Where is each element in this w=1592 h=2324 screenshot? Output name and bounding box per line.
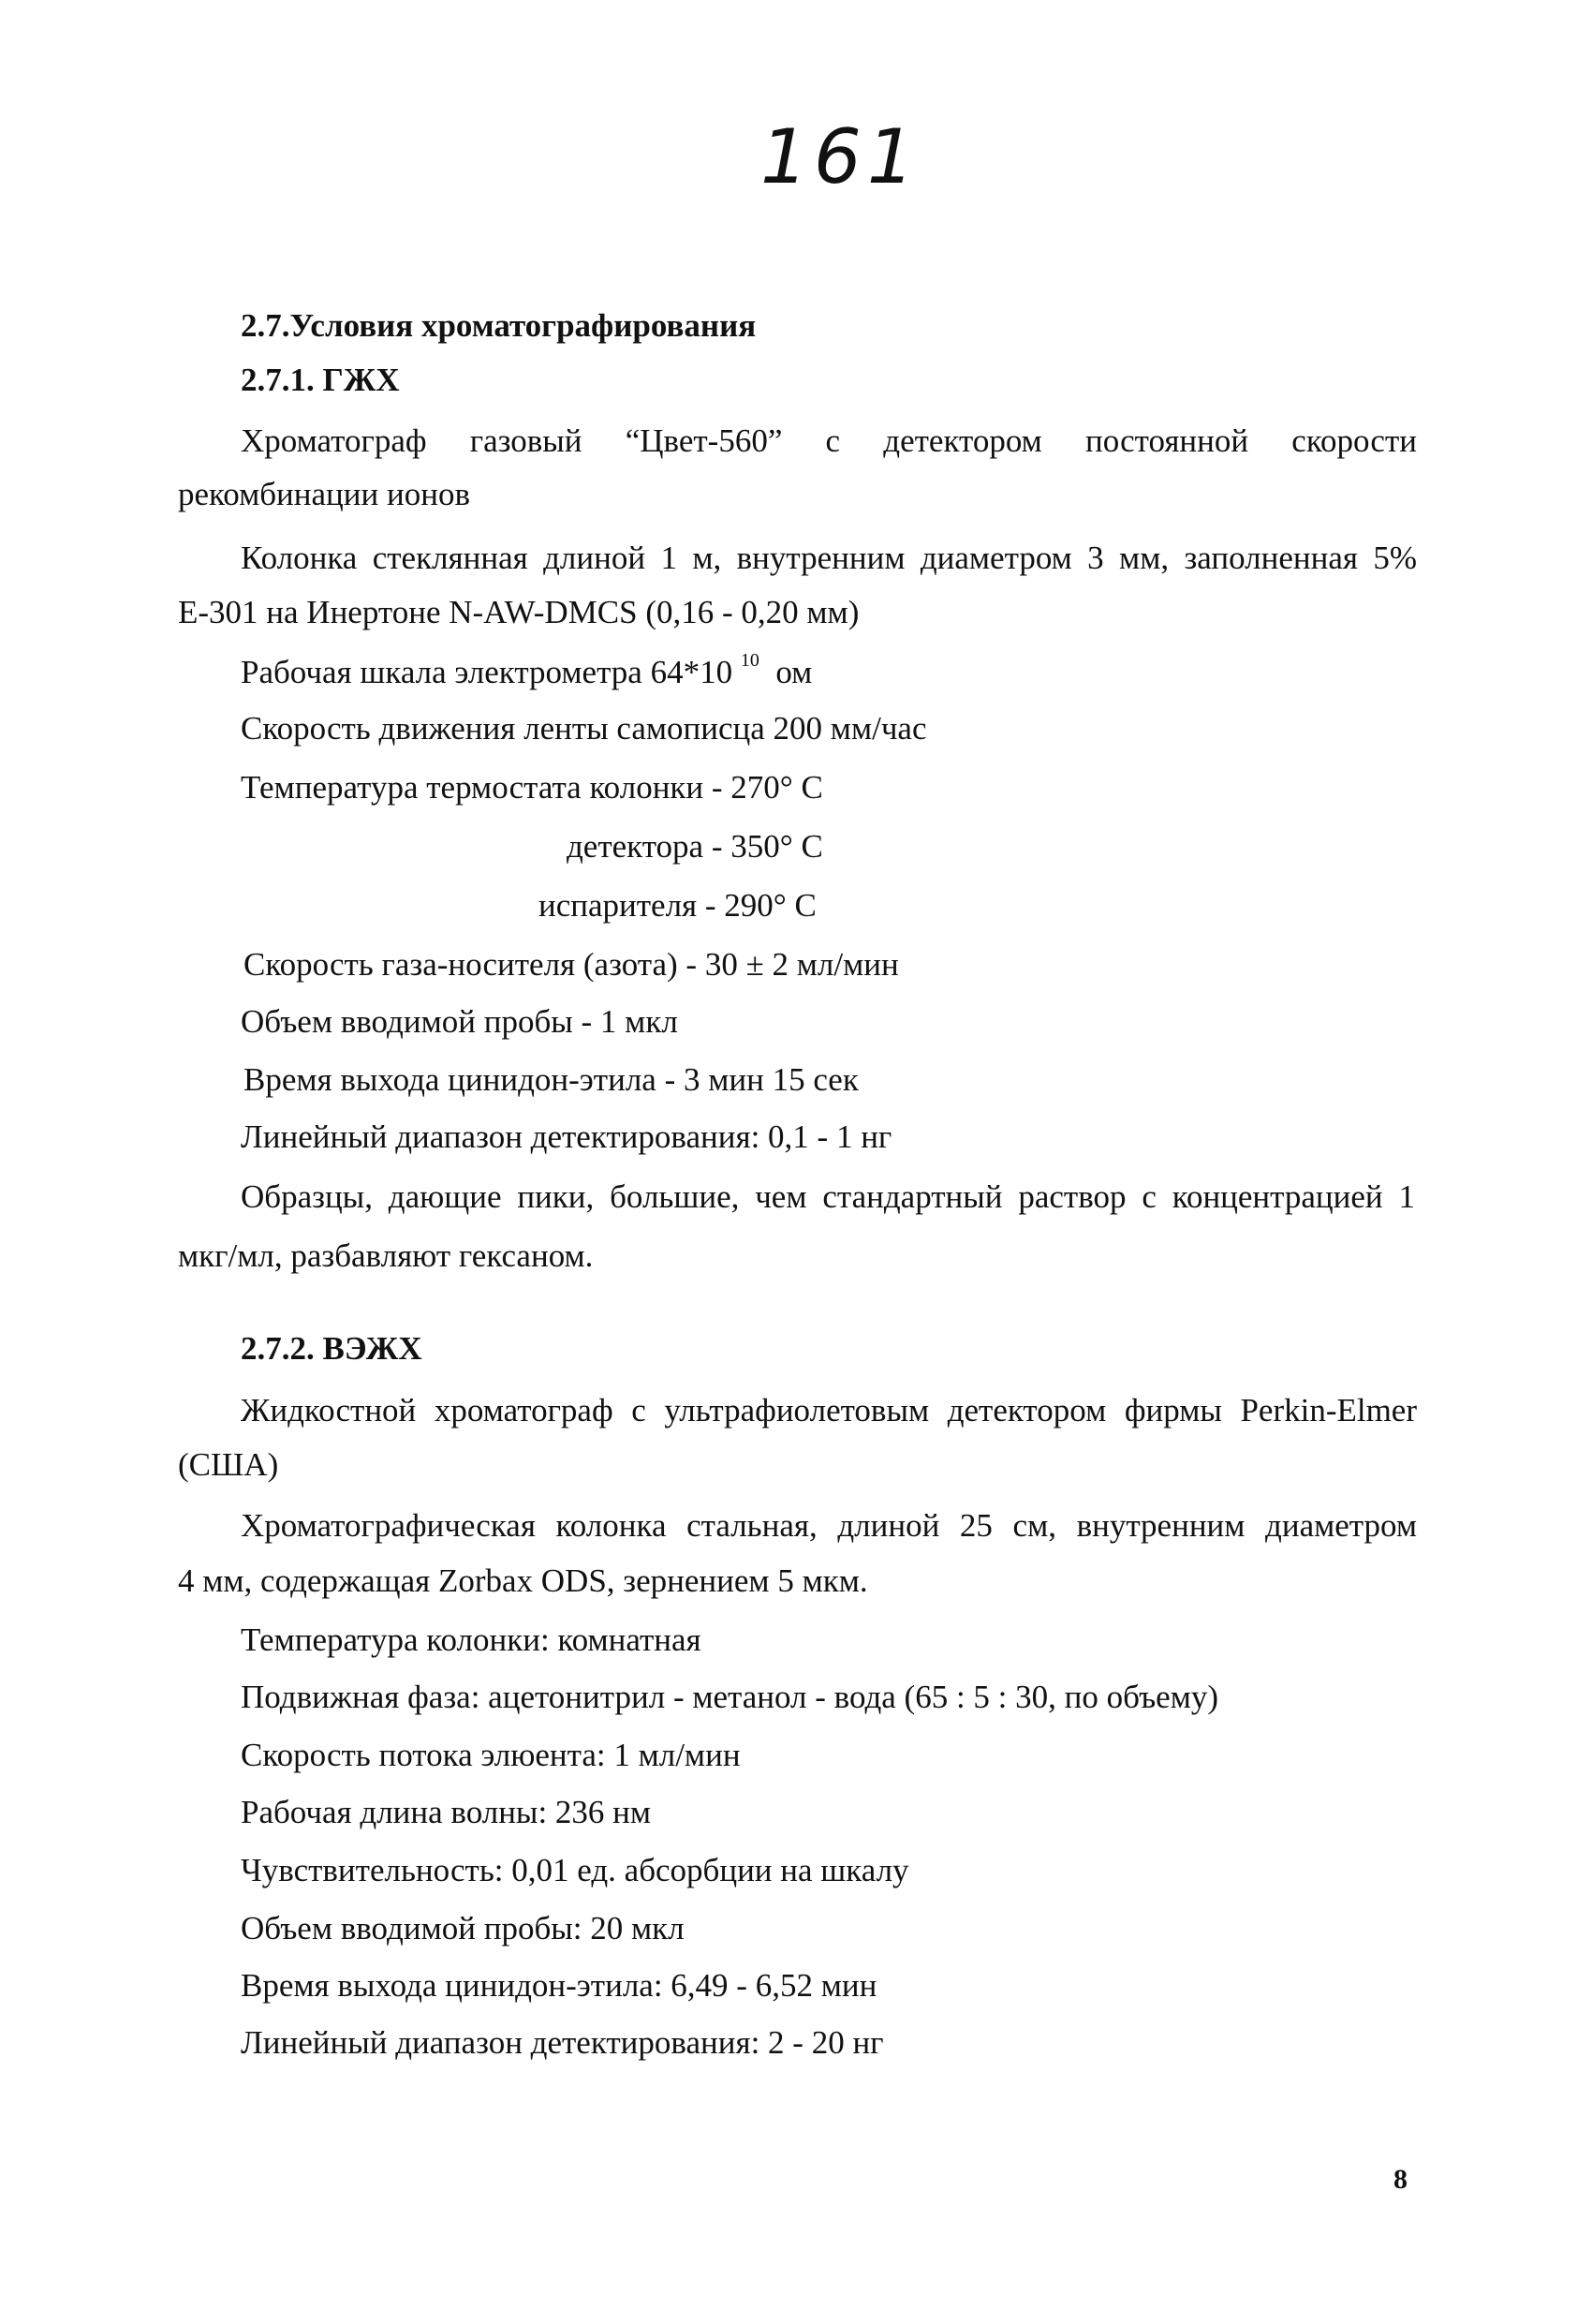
- gc-instrument-line2: рекомбинации ионов: [178, 476, 470, 512]
- gc-carrier-gas: Скорость газа-носителя (азота) - 30 ± 2 мл/мин: [243, 946, 899, 983]
- gc-chart-speed: Скорость движения ленты самописца 200 мм/час: [241, 710, 927, 747]
- handwritten-page-number: 161: [760, 113, 921, 200]
- electrometer-exponent: 10: [740, 650, 759, 671]
- hplc-retention-time: Время выхода цинидон-этила: 6,49 - 6,52 мин: [241, 1967, 877, 2004]
- gc-dilution-line2: мкг/мл, разбавляют гексаном.: [178, 1237, 594, 1274]
- hplc-flow-rate: Скорость потока элюента: 1 мл/мин: [241, 1737, 741, 1773]
- hplc-instrument-line2: (США): [178, 1446, 279, 1483]
- hplc-linear-range: Линейный диапазон детектирования: 2 - 20 нг: [241, 2024, 884, 2061]
- hplc-wavelength: Рабочая длина волны: 236 нм: [241, 1794, 652, 1830]
- hplc-sensitivity: Чувствительность: 0,01 ед. абсорбции на шкалу: [241, 1852, 909, 1888]
- gc-retention-time: Время выхода цинидон-этила - 3 мин 15 сек: [243, 1061, 859, 1098]
- gc-column-line2: Е-301 на Инертоне N-AW-DMCS (0,16 - 0,20 мм): [178, 594, 860, 630]
- hplc-heading: 2.7.2. ВЭЖХ: [241, 1330, 422, 1367]
- electrometer-prefix: Рабочая шкала электрометра 64*10: [241, 654, 733, 690]
- hplc-column-line1: Хроматографическая колонка стальная, длиной 25 см, внутренним диаметром: [241, 1507, 1417, 1544]
- gc-electrometer: [241, 650, 813, 690]
- hplc-sample-volume: Объем вводимой пробы: 20 мкл: [241, 1910, 685, 1947]
- gc-instrument-line1: Хроматограф газовый “Цвет-560” с детектором постоянной скорости: [241, 422, 1417, 459]
- hplc-column-line2: 4 мм, содержащая Zorbax ODS, зернением 5 мкм.: [178, 1562, 868, 1599]
- gc-temp-detector: детектора - 350° С: [567, 828, 823, 865]
- hplc-mobile-phase: Подвижная фаза: ацетонитрил - метанол - вода (65 : 5 : 30, по объему): [241, 1679, 1219, 1715]
- gc-heading: 2.7.1. ГЖХ: [241, 362, 400, 398]
- electrometer-unit: ом: [775, 654, 813, 690]
- gc-linear-range: Линейный диапазон детектирования: 0,1 - 1 нг: [241, 1118, 892, 1155]
- gc-column-line1: Колонка стеклянная длиной 1 м, внутренним диаметром 3 мм, заполненная 5%: [241, 540, 1417, 576]
- page-number: 8: [1393, 2164, 1408, 2195]
- gc-temp-column: Температура термостата колонки - 270° С: [241, 769, 823, 806]
- hplc-column-temp: Температура колонки: комнатная: [241, 1621, 701, 1658]
- gc-temp-evaporator: испарителя - 290° С: [538, 887, 817, 924]
- hplc-instrument-line1: Жидкостной хроматограф с ультрафиолетовым детектором фирмы Perkin-Elmer: [241, 1392, 1417, 1428]
- gc-sample-volume: Объем вводимой пробы - 1 мкл: [241, 1003, 678, 1040]
- gc-dilution-line1: Образцы, дающие пики, большие, чем стандартный раствор с концентрацией 1: [241, 1178, 1415, 1215]
- section-title: 2.7.Условия хроматографирования: [241, 307, 757, 344]
